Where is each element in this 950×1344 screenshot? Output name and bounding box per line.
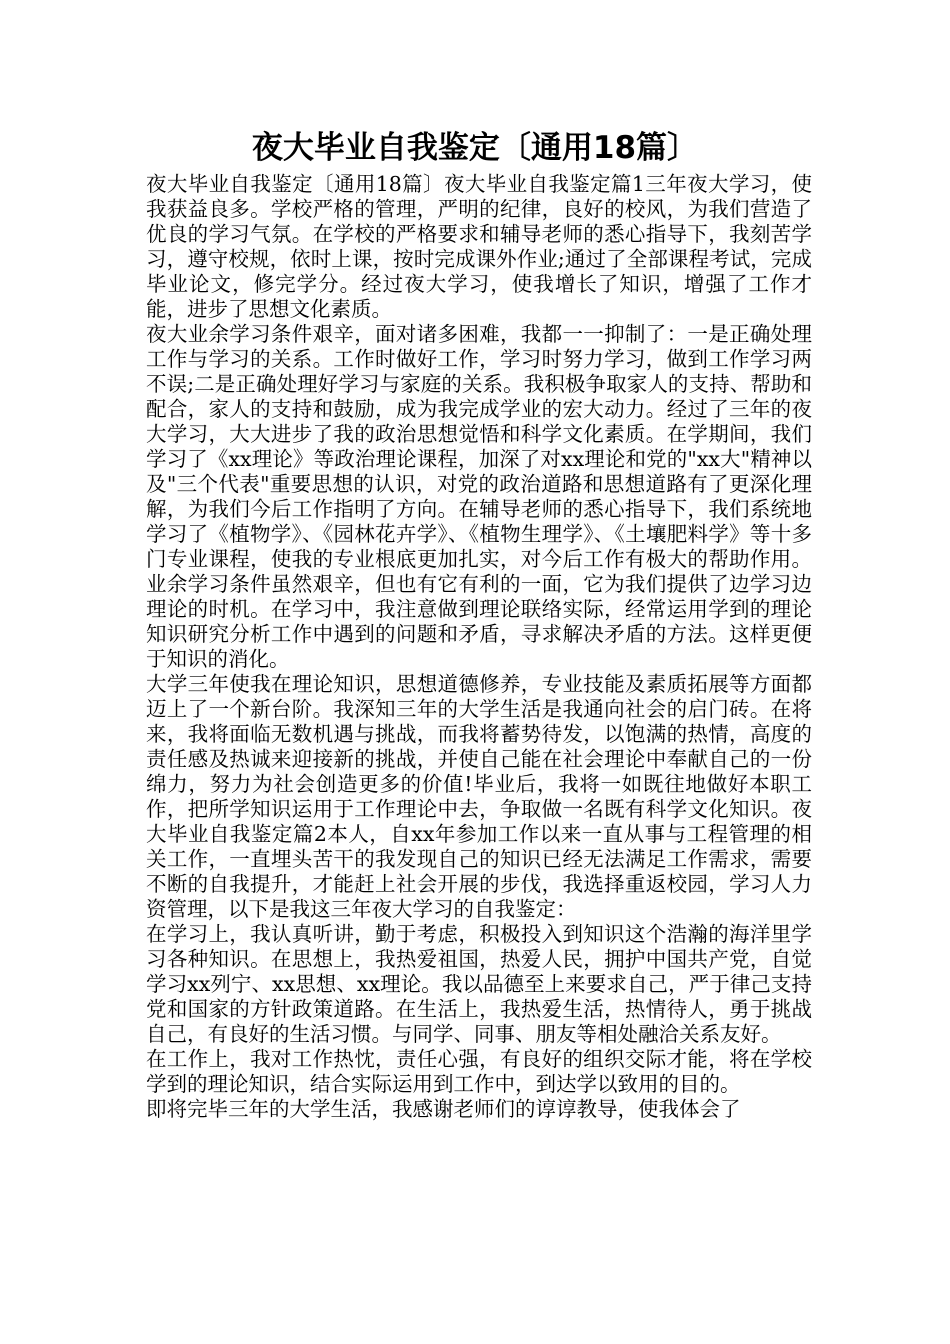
paragraph-1: 夜大毕业自我鉴定〔通用18篇〕夜大毕业自我鉴定篇1三年夜大学习，使我获益良多。学校严格的管理，严明的纪律，良好的校风，为我们营造了优良的学习气氛。在学校的严格要求和辅导老师的悉心指导下，我刻苦学习，遵守校规，依时上课，按时完成课外作业;通过了全部课程考试，完成毕业论文，修完学分。经过夜大学习，使我增长了知识，增强了工作才能，进步了思想文化素质。 bbox=[146, 172, 812, 321]
paragraph-6: 即将完毕三年的大学生活，我感谢老师们的谆谆教导，使我体会了 bbox=[146, 1097, 741, 1121]
paragraph-5: 在工作上，我对工作热忱，责任心强，有良好的组织交际才能，将在学校学到的理论知识，结合实际运用到工作中，到达学以致用的目的。 bbox=[146, 1047, 812, 1096]
paragraph-4: 在学习上，我认真听讲，勤于考虑，积极投入到知识这个浩瀚的海洋里学习各种知识。在思想上，我热爱祖国，热爱人民，拥护中国共产党，自觉学习xx列宁、xx思想、xx理论。我以品德至上来要求自己，严于律己支持党和国家的方针政策道路。在生活上，我热爱生活，热情待人，勇于挑战自己，有良好的生活习惯。与同学、同事、朋友等相处融洽关系友好。 bbox=[146, 922, 812, 1046]
document-title: 夜大毕业自我鉴定〔通用18篇〕 bbox=[251, 130, 699, 166]
document-body bbox=[146, 172, 812, 1122]
paragraph-3: 大学三年使我在理论知识，思想道德修养，专业技能及素质拓展等方面都迈上了一个新台阶。我深知三年的大学生活是我通向社会的启门砖。在将来，我将面临无数机遇与挑战，而我将蓄势待发，以饱满的热情，高度的责任感及热诚来迎接新的挑战，并使自己能在社会理论中奉献自己的一份绵力，努力为社会创造更多的价值!毕业后，我将一如既往地做好本职工作，把所学知识运用于工作理论中去，争取做一名既有科学文化知识。夜大毕业自我鉴定篇2本人，自xx年参加工作以来一直从事与工程管理的相关工作，一直埋头苦干的我发现自己的知识已经无法满足工作需求，需要不断的自我提升，才能赶上社会开展的步伐，我选择重返校园，学习人力资管理，以下是我这三年夜大学习的自我鉴定： bbox=[146, 672, 812, 921]
paragraph-2: 夜大业余学习条件艰辛，面对诸多困难，我都一一抑制了：一是正确处理工作与学习的关系。工作时做好工作，学习时努力学习，做到工作学习两不误;二是正确处理好学习与家庭的关系。我积极争取家人的支持、帮助和配合，家人的支持和鼓励，成为我完成学业的宏大动力。经过了三年的夜大学习，大大进步了我的政治思想觉悟和科学文化素质。在学期间，我们学习了《xx理论》等政治理论课程，加深了对xx理论和党的"xx大"精神以及"三个代表"重要思想的认识，对党的政治道路和思想道路有了更深化理解，为我们今后工作指明了方向。在辅导老师的悉心指导下，我们系统地学习了《植物学》、《园林花卉学》、《植物生理学》、《土壤肥料学》等十多门专业课程，使我的专业根底更加扎实，对今后工作有极大的帮助作用。业余学习条件虽然艰辛，但也有它有利的一面，它为我们提供了边学习边理论的时机。在学习中，我注意做到理论联络实际，经常运用学到的理论知识研究分析工作中遇到的问题和矛盾，寻求解决矛盾的方法。这样更便于知识的消化。 bbox=[146, 322, 812, 671]
